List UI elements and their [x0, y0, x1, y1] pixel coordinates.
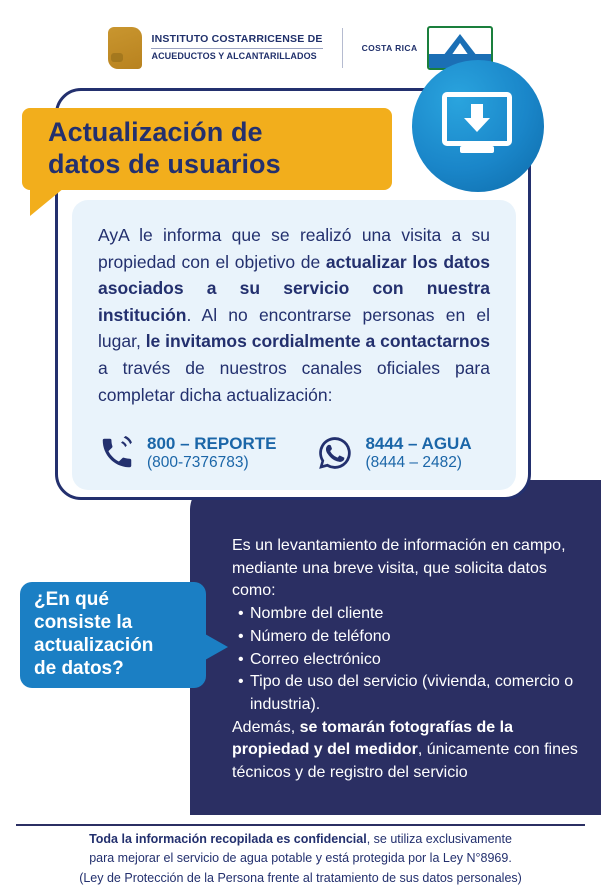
- footer-divider: [16, 824, 585, 826]
- list-item: • Tipo de uso del servicio (vivienda, comercio o industria).: [236, 671, 579, 716]
- answer-outro-a: Además,: [232, 718, 300, 736]
- list-item: • Correo electrónico: [236, 649, 579, 672]
- institute-line1: INSTITUTO COSTARRICENSE DE: [151, 33, 323, 46]
- logo-divider: [342, 28, 343, 68]
- contact-number: (8444 – 2482): [365, 453, 462, 471]
- question-line3: actualización: [34, 635, 154, 656]
- download-to-computer-icon: [412, 60, 544, 192]
- footer-line1-rest: , se utiliza exclusivamente: [366, 832, 512, 846]
- message-bold-1: actualizar los datos asociados a su servicio con nuestra institución: [98, 251, 490, 325]
- contact-row: [98, 434, 498, 472]
- phone-ringing-icon: [98, 434, 136, 472]
- monitor-stand-shape: [460, 146, 494, 153]
- contact-name: 800 – REPORTE: [147, 434, 277, 453]
- message-paragraph: [98, 222, 490, 408]
- contact-name: 8444 – AGUA: [365, 434, 472, 453]
- footer-line3: (Ley de Protección de la Persona frente al tratamiento de sus datos personales): [79, 870, 522, 885]
- institute-line2: ACUEDUCTOS Y ALCANTARILLADOS: [151, 48, 322, 62]
- contact-labels: [365, 434, 471, 472]
- message-part-3: a través de nuestros canales oficiales para completar dicha actualización:: [98, 357, 490, 405]
- whatsapp-icon: [316, 434, 354, 472]
- question-bubble: [20, 582, 206, 688]
- contact-phone-reporte[interactable]: [98, 434, 276, 472]
- bubble-tail-shape: [205, 634, 228, 660]
- question-text: [34, 589, 153, 680]
- contact-number: (800-7376783): [147, 453, 249, 471]
- institute-name: [151, 33, 322, 62]
- answer-list: [232, 603, 579, 717]
- answer-outro-bold: se tomarán fotografías de la propiedad y del medidor: [232, 718, 513, 759]
- contact-whatsapp-agua[interactable]: [316, 434, 471, 472]
- answer-intro: Es un levantamiento de información en campo, mediante una breve visita, que solicita datos como:: [232, 537, 566, 600]
- aya-logo: [108, 26, 492, 70]
- question-line4: de datos?: [34, 657, 124, 679]
- country-label: COSTA RICA: [361, 43, 418, 53]
- arrow-head-shape: [464, 118, 490, 132]
- footer-line1: [0, 830, 601, 849]
- question-line2: consiste la: [34, 612, 133, 634]
- answer-outro: [232, 717, 579, 785]
- message-bold-2: le invitamos cordialmente a contactarnos: [145, 331, 490, 352]
- footer-line2: para mejorar el servicio de agua potable y está protegida por la Ley N°8969.: [89, 851, 512, 866]
- list-item: • Número de teléfono: [236, 626, 579, 649]
- brand-header: [0, 22, 601, 74]
- question-line1: ¿En qué: [34, 589, 109, 611]
- footer-note: [0, 830, 601, 888]
- footer-line1-bold: Toda la información recopilada es confidencial: [89, 832, 367, 846]
- answer-outro-c: , únicamente con fines técnicos y de registro del servicio: [232, 741, 578, 782]
- list-item: • Nombre del cliente: [236, 603, 579, 626]
- title-banner: [22, 108, 392, 190]
- costa-rica-map-icon: [108, 27, 142, 69]
- page-title: [22, 117, 281, 181]
- answer-panel: [190, 480, 601, 815]
- banner-tail-shape: [30, 188, 64, 216]
- page-title-line2: datos de usuarios: [48, 149, 281, 179]
- message-part-1: AyA le informa que se realizó una visita a su propiedad con el objetivo de: [98, 225, 490, 272]
- contact-labels: [147, 434, 276, 472]
- page-title-line1: Actualización de: [48, 117, 263, 148]
- message-part-2: . Al no encontrarse personas en el lugar,: [98, 304, 490, 352]
